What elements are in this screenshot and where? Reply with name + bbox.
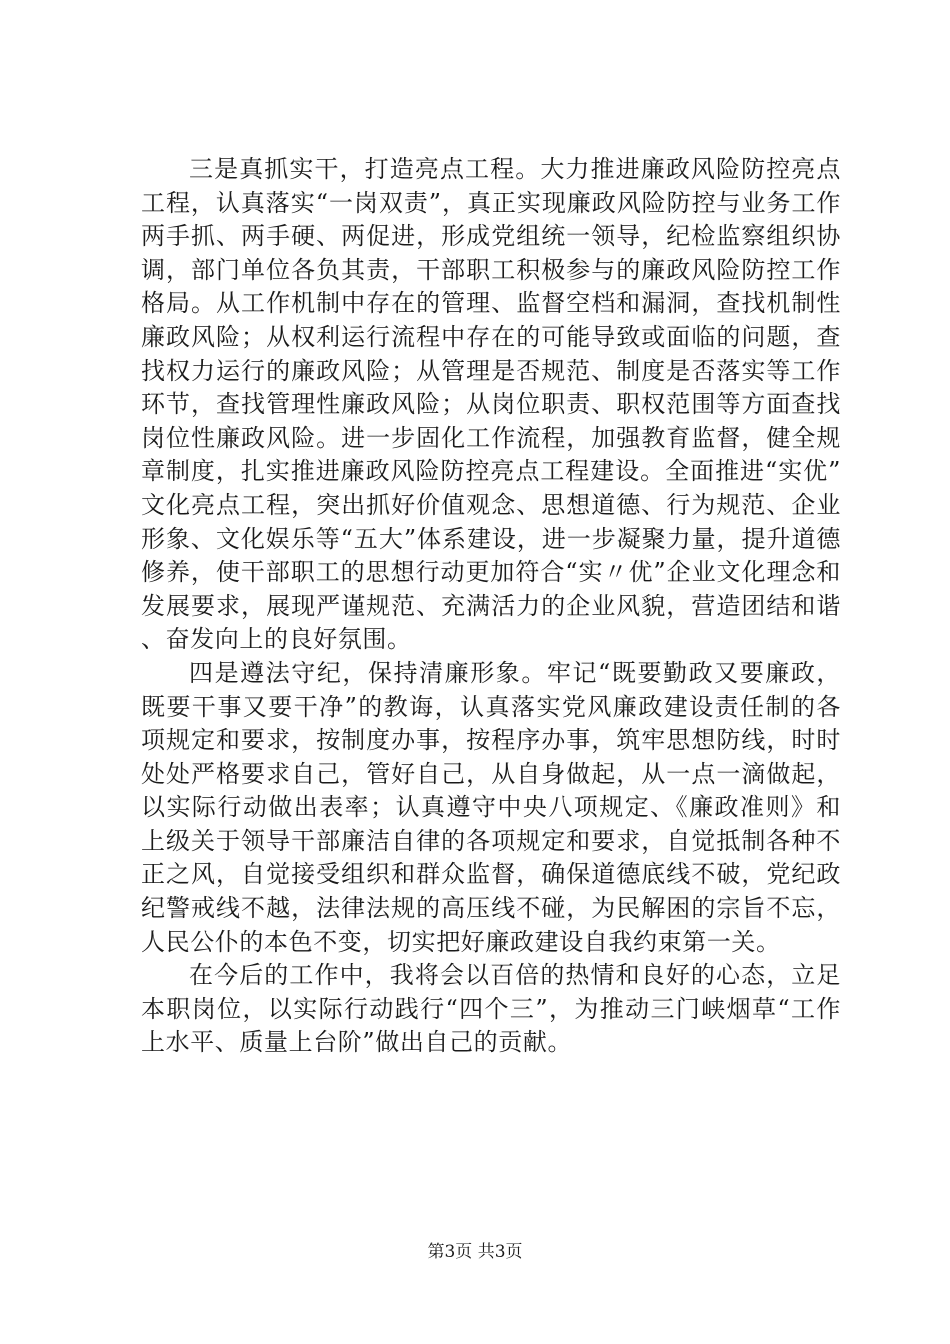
paragraph-closing: 在今后的工作中，我将会以百倍的热情和良好的心态，立足本职岗位，以实际行动践行“四个三”，为推动三门峡烟草“工作上水平、质量上台阶”做出自己的贡献。 [141, 961, 841, 1057]
paragraph-four: 四是遵法守纪，保持清廉形象。牢记“既要勤政又要廉政，既要干事又要干净”的教诲，认真落实党风廉政建设责任制的各项规定和要求，按制度办事，按程序办事，筑牢思想防线，时时处处严格要求自己，管好自己，从自身做起，从一点一滴做起，以实际行动做出表率；认真遵守中央八项规定、《廉政准则》和上级关于领导干部廉洁自律的各项规定和要求，自觉抵制各种不正之风，自觉接受组织和群众监督，确保道德底线不破，党纪政纪警戒线不越，法律法规的高压线不碰，为民解困的宗旨不忘，人民公仆的本色不变，切实把好廉政建设自我约束第一关。 [141, 658, 841, 956]
paragraph-three: 三是真抓实干，打造亮点工程。大力推进廉政风险防控亮点工程，认真落实“一岗双责”，真正实现廉政风险防控与业务工作两手抓、两手硬、两促进，形成党组统一领导，纪检监察组织协调，部门单位各负其责，干部职工积极参与的廉政风险防控工作格局。从工作机制中存在的管理、监督空档和漏洞，查找机制性廉政风险；从权利运行流程中存在的可能导致或面临的问题，查找权力运行的廉政风险；从管理是否规范、制度是否落实等工作环节，查找管理性廉政风险；从岗位职责、职权范围等方面查找岗位性廉政风险。进一步固化工作流程，加强教育监督，健全规章制度，扎实推进廉政风险防控亮点工程建设。全面推进“实优”文化亮点工程，突出抓好价值观念、思想道德、行为规范、企业形象、文化娱乐等“五大”体系建设，进一步凝聚力量，提升道德修养，使干部职工的思想行动更加符合“实〃优”企业文化理念和发展要求，展现严谨规范、充满活力的企业风貌，营造团结和谐、奋发向上的良好氛围。 [141, 155, 841, 654]
page-number-footer: 第3页 共3页 [427, 1242, 523, 1262]
document-body [141, 153, 841, 1060]
